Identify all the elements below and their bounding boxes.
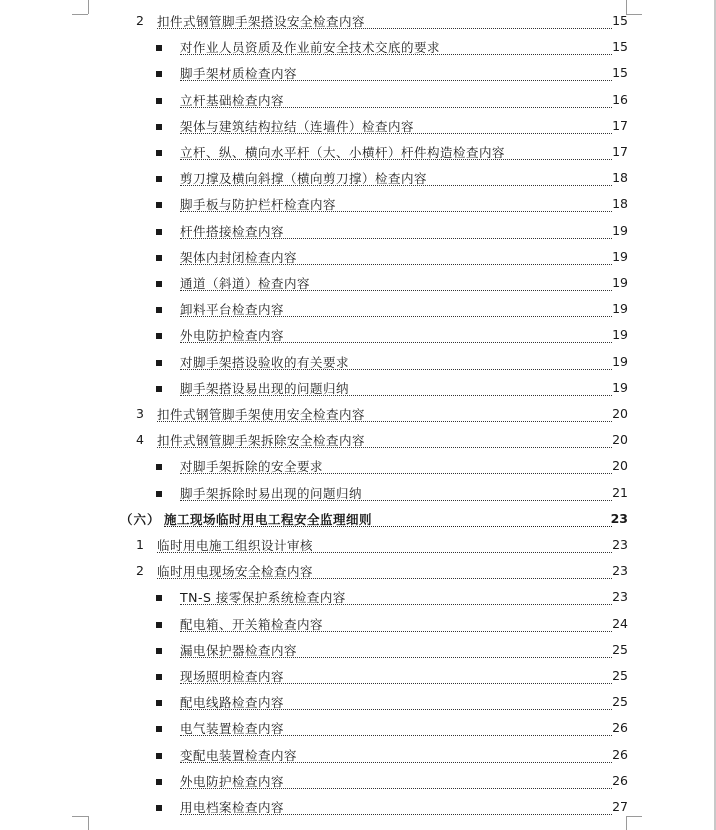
section-number: （六） <box>120 511 161 527</box>
toc-entry[interactable] <box>0 794 716 820</box>
bullet-icon <box>156 464 162 470</box>
bullet-icon <box>156 229 162 235</box>
entry-title: 脚手板与防护栏杆检查内容 <box>180 197 337 213</box>
dot-leader <box>180 211 612 212</box>
entry-title: 外电防护检查内容 <box>180 773 285 789</box>
dot-leader <box>180 185 612 186</box>
toc-entry[interactable] <box>0 637 716 663</box>
entry-title: 变配电装置检查内容 <box>180 747 298 763</box>
page-number: 19 <box>612 327 628 343</box>
dot-leader <box>180 369 612 370</box>
page-number: 20 <box>612 432 628 448</box>
dot-leader <box>180 735 612 736</box>
entry-title: 对作业人员资质及作业前安全技术交底的要求 <box>180 40 441 56</box>
page-number: 15 <box>612 65 628 81</box>
entry-title: 电气装置检查内容 <box>180 721 285 737</box>
bullet-icon <box>156 307 162 313</box>
bullet-icon <box>156 45 162 51</box>
entry-title: 对脚手架拆除的安全要求 <box>180 459 324 475</box>
dot-leader <box>157 421 612 422</box>
bullet-icon <box>156 779 162 785</box>
dot-leader <box>180 133 612 134</box>
toc-entry[interactable] <box>0 244 716 270</box>
toc-entry[interactable] <box>0 558 716 584</box>
entry-title: 临时用电施工组织设计审核 <box>157 538 314 553</box>
entry-title: 临时用电现场安全检查内容 <box>157 564 314 580</box>
entry-title: 漏电保护器检查内容 <box>180 642 298 658</box>
entry-title: 杆件搭接检查内容 <box>180 223 285 239</box>
toc-entry[interactable] <box>0 349 716 375</box>
dot-leader <box>164 526 612 527</box>
toc-entry[interactable] <box>0 742 716 768</box>
dot-leader <box>157 578 612 579</box>
page-number: 17 <box>612 117 628 133</box>
bullet-icon <box>156 202 162 208</box>
page-number: 23 <box>612 537 628 552</box>
dot-leader <box>180 80 612 81</box>
item-number: 2 <box>136 563 144 579</box>
dot-leader <box>180 54 612 55</box>
dot-leader <box>180 631 612 632</box>
bullet-icon <box>156 648 162 654</box>
dot-leader <box>157 28 612 29</box>
entry-title: 用电档案检查内容 <box>180 800 285 815</box>
page-number: 19 <box>612 248 628 264</box>
dot-leader <box>180 604 612 605</box>
entry-title: 架体与建筑结构拉结（连墙件）检查内容 <box>180 118 415 134</box>
item-number: 1 <box>136 537 144 552</box>
entry-title: 扣件式钢管脚手架搭设安全检查内容 <box>157 14 366 29</box>
toc-entry[interactable] <box>0 584 716 610</box>
entry-title: 卸料平台检查内容 <box>180 302 285 318</box>
bullet-icon <box>156 491 162 497</box>
toc-entry[interactable] <box>0 270 716 296</box>
toc-entry[interactable] <box>0 663 716 689</box>
page-number: 23 <box>610 510 628 526</box>
entry-title: 对脚手架搭设验收的有关要求 <box>180 354 350 370</box>
bullet-icon <box>156 753 162 759</box>
dot-leader <box>180 657 612 658</box>
dot-leader <box>180 762 612 763</box>
page-number: 18 <box>612 196 628 212</box>
page-number: 25 <box>612 668 628 683</box>
entry-title: 立杆基础检查内容 <box>180 92 285 108</box>
page-number: 17 <box>612 144 628 159</box>
bullet-icon <box>156 595 162 601</box>
bullet-icon <box>156 71 162 77</box>
dot-leader <box>157 447 612 448</box>
page-number: 19 <box>612 275 628 290</box>
toc-entry[interactable] <box>0 506 716 532</box>
bullet-icon <box>156 726 162 732</box>
toc-entry[interactable] <box>0 375 716 401</box>
page-number: 26 <box>612 720 628 736</box>
entry-title: 配电箱、开关箱检查内容 <box>180 616 324 632</box>
toc-entry[interactable] <box>0 611 716 637</box>
toc-entry[interactable] <box>0 715 716 741</box>
entry-title: 通道（斜道）检查内容 <box>180 276 311 291</box>
entry-title: 脚手架拆除时易出现的问题归纳 <box>180 485 363 501</box>
entry-title: 外电防护检查内容 <box>180 328 285 344</box>
page-number: 15 <box>612 13 628 28</box>
dot-leader <box>180 473 612 474</box>
toc-entry[interactable] <box>0 322 716 348</box>
entry-title: 现场照明检查内容 <box>180 669 285 684</box>
page-number: 21 <box>612 484 628 500</box>
bullet-icon <box>156 805 162 811</box>
bullet-icon <box>156 386 162 392</box>
bullet-icon <box>156 98 162 104</box>
bullet-icon <box>156 176 162 182</box>
page-number: 24 <box>612 615 628 631</box>
page-number: 19 <box>612 379 628 395</box>
dot-leader <box>180 395 612 396</box>
dot-leader <box>180 683 612 684</box>
dot-leader <box>157 552 612 553</box>
page-number: 26 <box>612 746 628 762</box>
toc-entry[interactable] <box>0 480 716 506</box>
bullet-icon <box>156 622 162 628</box>
entry-title: 剪刀撑及横向斜撑（横向剪刀撑）检查内容 <box>180 171 428 187</box>
toc-entry[interactable] <box>0 87 716 113</box>
dot-leader <box>180 316 612 317</box>
toc-entry[interactable] <box>0 453 716 479</box>
dot-leader <box>180 107 612 108</box>
bullet-icon <box>156 124 162 130</box>
toc-entry[interactable] <box>0 139 716 165</box>
page-number: 26 <box>612 772 628 788</box>
entry-title: 脚手架材质检查内容 <box>180 66 298 82</box>
page-number: 19 <box>612 222 628 238</box>
bullet-icon <box>156 333 162 339</box>
dot-leader <box>180 342 612 343</box>
dot-leader <box>180 238 612 239</box>
toc-entry[interactable] <box>0 60 716 86</box>
toc-entry[interactable] <box>0 8 716 34</box>
bullet-icon <box>156 700 162 706</box>
bullet-icon <box>156 674 162 680</box>
dot-leader <box>180 264 612 265</box>
page-number: 19 <box>612 353 628 369</box>
toc-entry[interactable] <box>0 427 716 453</box>
page-number: 23 <box>612 563 628 579</box>
toc-entry[interactable] <box>0 191 716 217</box>
dot-leader <box>180 709 612 710</box>
toc-entry[interactable] <box>0 768 716 794</box>
entry-title: 架体内封闭检查内容 <box>180 249 298 265</box>
bullet-icon <box>156 255 162 261</box>
page-number: 20 <box>612 406 628 421</box>
toc-entry[interactable] <box>0 34 716 60</box>
entry-title: 配电线路检查内容 <box>180 695 285 711</box>
bullet-icon <box>156 281 162 287</box>
item-number: 4 <box>136 432 144 448</box>
page-number: 25 <box>612 694 628 710</box>
toc-entry[interactable] <box>0 165 716 191</box>
toc-entry[interactable] <box>0 532 716 558</box>
item-number: 2 <box>136 13 144 28</box>
bullet-icon <box>156 150 162 156</box>
page-number: 23 <box>612 589 628 605</box>
entry-title: 扣件式钢管脚手架拆除安全检查内容 <box>157 433 366 449</box>
dot-leader <box>180 814 612 815</box>
entry-title: 脚手架搭设易出现的问题归纳 <box>180 380 350 396</box>
toc-entry[interactable] <box>0 689 716 715</box>
dot-leader <box>180 500 612 501</box>
page-number: 18 <box>612 170 628 186</box>
toc-entry[interactable] <box>0 113 716 139</box>
item-number: 3 <box>136 406 144 421</box>
dot-leader <box>180 159 612 160</box>
toc-entry[interactable] <box>0 218 716 244</box>
page-number: 19 <box>612 301 628 317</box>
toc-entry[interactable] <box>0 401 716 427</box>
dot-leader <box>180 290 612 291</box>
page-number: 27 <box>612 799 628 814</box>
entry-title: 施工现场临时用电工程安全监理细则 <box>164 511 373 527</box>
toc-entry[interactable] <box>0 296 716 322</box>
entry-title: 扣件式钢管脚手架使用安全检查内容 <box>157 407 366 422</box>
page-number: 15 <box>612 39 628 55</box>
entry-title: TN-S 接零保护系统检查内容 <box>180 590 346 606</box>
page-number: 25 <box>612 641 628 657</box>
dot-leader <box>180 788 612 789</box>
page-number: 20 <box>612 458 628 474</box>
entry-title: 立杆、纵、横向水平杆（大、小横杆）杆件构造检查内容 <box>180 145 506 160</box>
page-number: 16 <box>612 91 628 107</box>
bullet-icon <box>156 360 162 366</box>
